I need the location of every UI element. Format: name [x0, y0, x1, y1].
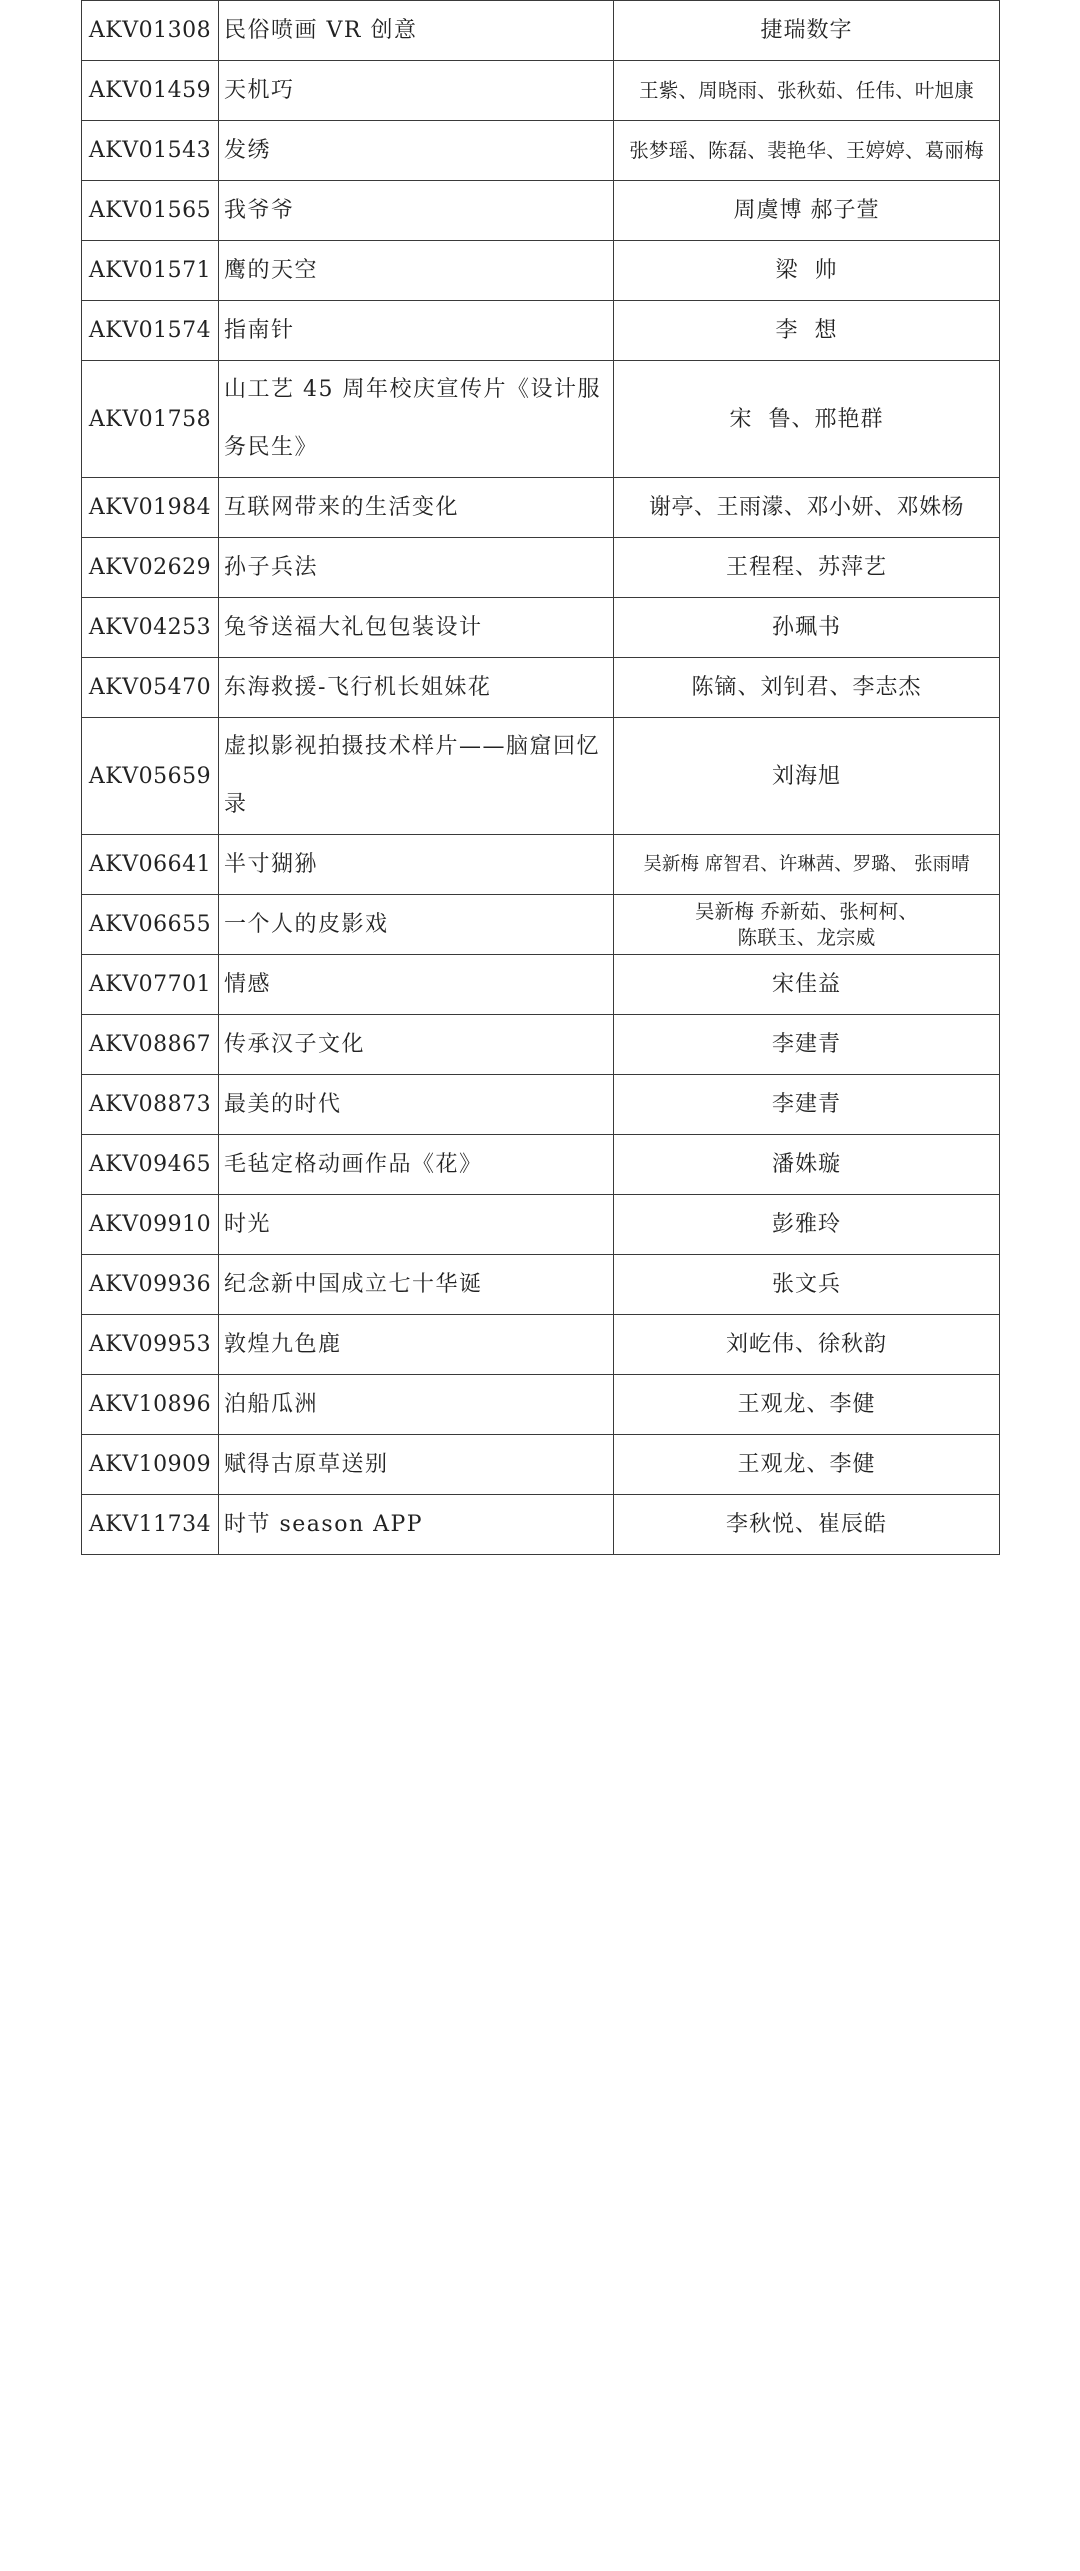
authors-cell: 陈镝、刘钊君、李志杰	[614, 658, 1000, 718]
work-title-cell: 敦煌九色鹿	[219, 1315, 614, 1375]
authors-cell: 潘姝璇	[614, 1135, 1000, 1195]
work-title-cell: 纪念新中国成立七十华诞	[219, 1255, 614, 1315]
work-title-cell: 民俗喷画 VR 创意	[219, 1, 614, 61]
table-row	[82, 658, 1000, 718]
table-row	[82, 181, 1000, 241]
authors-cell: 梁 帅	[614, 241, 1000, 301]
work-title-cell: 互联网带来的生活变化	[219, 478, 614, 538]
work-title-cell: 一个人的皮影戏	[219, 895, 614, 955]
authors-cell: 王程程、苏萍艺	[614, 538, 1000, 598]
work-title-cell: 传承汉子文化	[219, 1015, 614, 1075]
authors-cell: 李 想	[614, 301, 1000, 361]
authors-cell: 李秋悦、崔辰皓	[614, 1495, 1000, 1555]
work-id-cell: AKV01459	[82, 61, 219, 121]
work-id-cell: AKV05470	[82, 658, 219, 718]
table-row	[82, 121, 1000, 181]
work-title-cell: 半寸猢狲	[219, 835, 614, 895]
work-id-cell: AKV01758	[82, 361, 219, 478]
table-row	[82, 478, 1000, 538]
work-title-cell: 最美的时代	[219, 1075, 614, 1135]
work-id-cell: AKV01308	[82, 1, 219, 61]
table-row	[82, 1, 1000, 61]
work-title-cell: 兔爷送福大礼包包装设计	[219, 598, 614, 658]
work-title-cell: 鹰的天空	[219, 241, 614, 301]
work-id-cell: AKV01984	[82, 478, 219, 538]
work-id-cell: AKV10909	[82, 1435, 219, 1495]
authors-line: 陈联玉、龙宗威	[737, 925, 876, 949]
authors-cell: 彭雅玲	[614, 1195, 1000, 1255]
work-id-cell: AKV08873	[82, 1075, 219, 1135]
table-row	[82, 241, 1000, 301]
work-id-cell: AKV08867	[82, 1015, 219, 1075]
work-id-cell: AKV01574	[82, 301, 219, 361]
work-title-cell: 赋得古原草送别	[219, 1435, 614, 1495]
authors-cell: 王观龙、李健	[614, 1375, 1000, 1435]
work-id-cell: AKV09910	[82, 1195, 219, 1255]
table-row	[82, 955, 1000, 1015]
table-row	[82, 1075, 1000, 1135]
work-title-cell: 指南针	[219, 301, 614, 361]
work-title-cell: 时节 season APP	[219, 1495, 614, 1555]
table-row	[82, 1435, 1000, 1495]
work-title-cell: 山工艺 45 周年校庆宣传片《设计服务民生》	[219, 361, 614, 478]
authors-cell: 李建青	[614, 1075, 1000, 1135]
work-title-cell: 天机巧	[219, 61, 614, 121]
table-row	[82, 1375, 1000, 1435]
work-id-cell: AKV11734	[82, 1495, 219, 1555]
authors-cell: 谢亭、王雨濛、邓小妍、邓姝杨	[614, 478, 1000, 538]
authors-cell: 刘海旭	[614, 718, 1000, 835]
table-row	[82, 361, 1000, 478]
work-id-cell: AKV09953	[82, 1315, 219, 1375]
work-title-cell: 泊船瓜洲	[219, 1375, 614, 1435]
work-id-cell: AKV01543	[82, 121, 219, 181]
authors-cell: 张文兵	[614, 1255, 1000, 1315]
work-id-cell: AKV06641	[82, 835, 219, 895]
work-id-cell: AKV10896	[82, 1375, 219, 1435]
work-title-cell: 我爷爷	[219, 181, 614, 241]
work-id-cell: AKV04253	[82, 598, 219, 658]
authors-cell: 李建青	[614, 1015, 1000, 1075]
table-row	[82, 301, 1000, 361]
table-row	[82, 538, 1000, 598]
table-row	[82, 1495, 1000, 1555]
authors-cell: 宋 鲁、邢艳群	[614, 361, 1000, 478]
work-title-cell: 孙子兵法	[219, 538, 614, 598]
table-row	[82, 1015, 1000, 1075]
work-id-cell: AKV09465	[82, 1135, 219, 1195]
authors-cell: 吴新梅 席智君、许琳茜、罗璐、 张雨晴	[614, 835, 1000, 895]
table-row	[82, 61, 1000, 121]
work-id-cell: AKV01571	[82, 241, 219, 301]
work-id-cell: AKV02629	[82, 538, 219, 598]
work-id-cell: AKV09936	[82, 1255, 219, 1315]
work-title-cell: 东海救援-飞行机长姐妹花	[219, 658, 614, 718]
work-id-cell: AKV05659	[82, 718, 219, 835]
work-title-cell: 时光	[219, 1195, 614, 1255]
authors-cell	[614, 895, 1000, 955]
authors-cell: 周虞博 郝子萱	[614, 181, 1000, 241]
work-id-cell: AKV01565	[82, 181, 219, 241]
table-row	[82, 1315, 1000, 1375]
work-title-cell: 发绣	[219, 121, 614, 181]
authors-cell: 捷瑞数字	[614, 1, 1000, 61]
award-list-table	[81, 0, 1000, 1555]
authors-cell: 王观龙、李健	[614, 1435, 1000, 1495]
work-id-cell: AKV06655	[82, 895, 219, 955]
table-row	[82, 1195, 1000, 1255]
table-row	[82, 1135, 1000, 1195]
work-title-cell: 毛毡定格动画作品《花》	[219, 1135, 614, 1195]
table-row	[82, 835, 1000, 895]
table-row	[82, 1255, 1000, 1315]
authors-cell: 张梦瑶、陈磊、裴艳华、王婷婷、葛丽梅	[614, 121, 1000, 181]
table-row	[82, 895, 1000, 955]
authors-cell: 宋佳益	[614, 955, 1000, 1015]
authors-cell: 王紫、周晓雨、张秋茹、任伟、叶旭康	[614, 61, 1000, 121]
authors-cell: 孙珮书	[614, 598, 1000, 658]
table-row	[82, 598, 1000, 658]
table-row	[82, 718, 1000, 835]
work-id-cell: AKV07701	[82, 955, 219, 1015]
work-title-cell: 情感	[219, 955, 614, 1015]
authors-cell: 刘屹伟、徐秋韵	[614, 1315, 1000, 1375]
work-title-cell: 虚拟影视拍摄技术样片——脑窟回忆录	[219, 718, 614, 835]
authors-line: 吴新梅 乔新茹、张柯柯、	[694, 899, 919, 923]
